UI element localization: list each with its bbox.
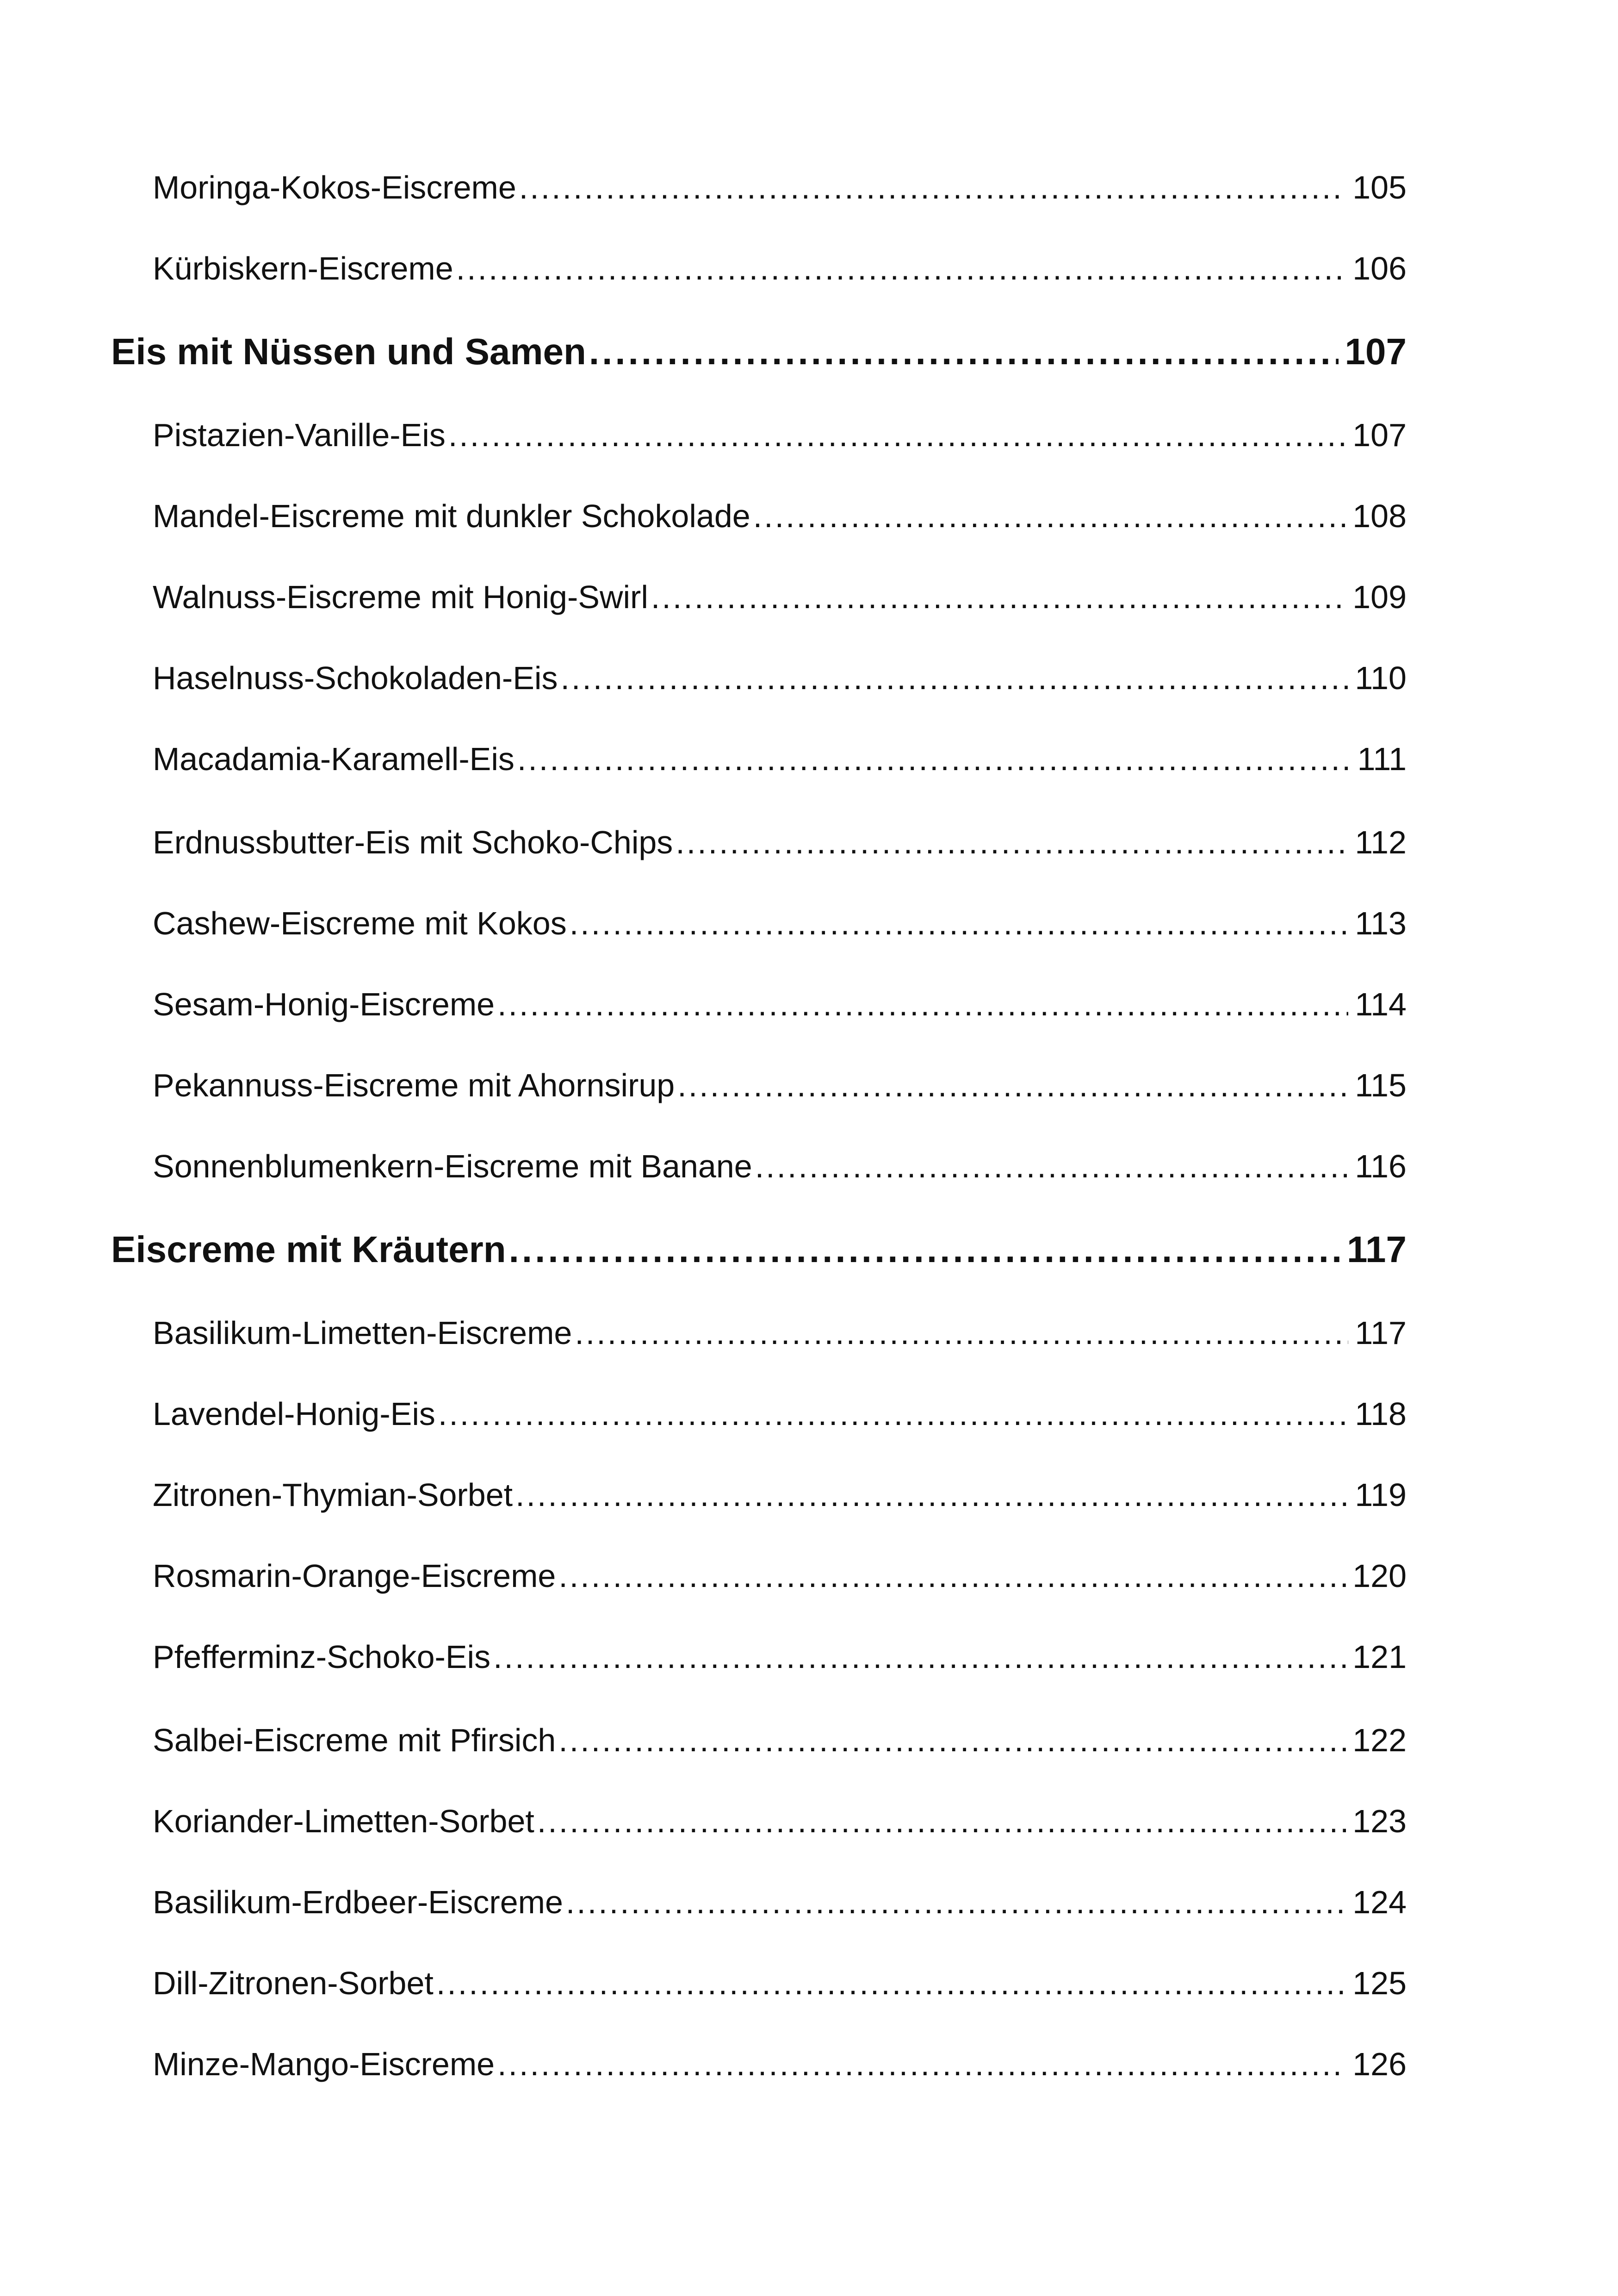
entry-title: Basilikum-Limetten-Eiscreme [153,1315,572,1351]
entry-title: Dill-Zitronen-Sorbet [153,1965,434,2001]
toc-entry [153,574,1407,620]
entry-title: Pistazien-Vanille-Eis [153,417,446,453]
dot-leader [589,329,1339,375]
page-number: 120 [1352,1558,1407,1594]
chapter-title: Eis mit Nüssen und Samen [111,331,586,372]
page-number: 119 [1355,1477,1407,1513]
page-number: 105 [1352,169,1407,205]
dot-leader [537,1798,1346,1844]
entry-title: Kürbiskern-Eiscreme [153,250,453,286]
page-number: 106 [1352,250,1407,286]
page-number: 125 [1352,1965,1407,2001]
entry-title: Lavendel-Honig-Eis [153,1396,435,1432]
page-number: 126 [1352,2046,1407,2082]
entry-title: Walnuss-Eiscreme mit Honig-Swirl [153,579,648,615]
page-number: 122 [1352,1722,1407,1758]
toc-entry [153,2041,1407,2087]
toc-entry [153,493,1407,539]
page-number: 114 [1355,986,1407,1022]
entry-title: Macadamia-Karamell-Eis [153,741,515,777]
entry-title: Mandel-Eiscreme mit dunkler Schokolade [153,498,750,534]
entry-title: Zitronen-Thymian-Sorbet [153,1477,513,1513]
dot-leader [515,1472,1348,1518]
dot-leader [651,574,1346,620]
toc-chapter-entry [111,1226,1407,1273]
dot-leader [517,736,1351,782]
dot-leader [753,493,1346,539]
toc-entry [153,736,1407,782]
dot-leader [677,1062,1348,1108]
page-number: 121 [1352,1639,1407,1675]
entry-title: Haselnuss-Schokoladen-Eis [153,660,558,696]
toc-entry [153,900,1407,946]
dot-leader [497,981,1348,1027]
toc-entry [153,1798,1407,1844]
dot-leader [558,1717,1346,1763]
entry-title: Rosmarin-Orange-Eiscreme [153,1558,556,1594]
entry-title: Salbei-Eiscreme mit Pfirsich [153,1722,556,1758]
entry-title: Pfefferminz-Schoko-Eis [153,1639,491,1675]
page-number: 109 [1352,579,1407,615]
entry-title: Sesam-Honig-Eiscreme [153,986,495,1022]
toc-entry [153,819,1407,865]
toc-entry [153,245,1407,292]
entry-title: Moringa-Kokos-Eiscreme [153,169,516,205]
page-number: 118 [1355,1396,1407,1432]
entry-title: Cashew-Eiscreme mit Kokos [153,905,567,941]
dot-leader [493,1634,1346,1680]
dot-leader [497,2041,1346,2087]
dot-leader [558,1553,1346,1599]
page-number: 116 [1355,1148,1407,1184]
dot-leader [570,900,1349,946]
toc-entry [153,1472,1407,1518]
entry-title: Pekannuss-Eiscreme mit Ahornsirup [153,1067,675,1103]
toc-entry [153,655,1407,701]
page-number: 108 [1352,498,1407,534]
toc-entry [153,981,1407,1027]
page-number: 124 [1352,1884,1407,1920]
page-number: 117 [1346,1229,1407,1270]
dot-leader [755,1143,1349,1189]
dot-leader [560,655,1348,701]
dot-leader [566,1879,1346,1925]
dot-leader [448,412,1346,458]
page-number: 115 [1355,1067,1407,1103]
toc-entry [153,1634,1407,1680]
dot-leader [575,1310,1348,1356]
page-number: 110 [1355,660,1407,696]
page-number: 117 [1355,1315,1407,1351]
page-number: 123 [1352,1803,1407,1839]
entry-title: Basilikum-Erdbeer-Eiscreme [153,1884,563,1920]
toc-entry [153,1879,1407,1925]
dot-leader [509,1226,1340,1273]
dot-leader [456,245,1346,292]
entry-title: Sonnenblumenkern-Eiscreme mit Banane [153,1148,752,1184]
toc-entry [153,1310,1407,1356]
toc-entry [153,164,1407,211]
page-number: 111 [1357,741,1407,777]
dot-leader [676,819,1348,865]
page-number: 107 [1352,417,1407,453]
toc-entry [153,1960,1407,2006]
entry-title: Koriander-Limetten-Sorbet [153,1803,534,1839]
entry-title: Minze-Mango-Eiscreme [153,2046,495,2082]
toc-entry [153,412,1407,458]
dot-leader [436,1960,1346,2006]
toc-entry [153,1143,1407,1189]
toc-chapter-entry [111,329,1407,375]
page-number: 113 [1355,905,1407,941]
dot-leader [519,164,1346,211]
toc-entry [153,1553,1407,1599]
toc-entry [153,1391,1407,1437]
toc-entry [153,1062,1407,1108]
chapter-title: Eiscreme mit Kräutern [111,1229,506,1270]
dot-leader [438,1391,1348,1437]
page-number: 112 [1355,824,1407,860]
page-number: 107 [1345,331,1407,372]
toc-entry [153,1717,1407,1763]
entry-title: Erdnussbutter-Eis mit Schoko-Chips [153,824,673,860]
